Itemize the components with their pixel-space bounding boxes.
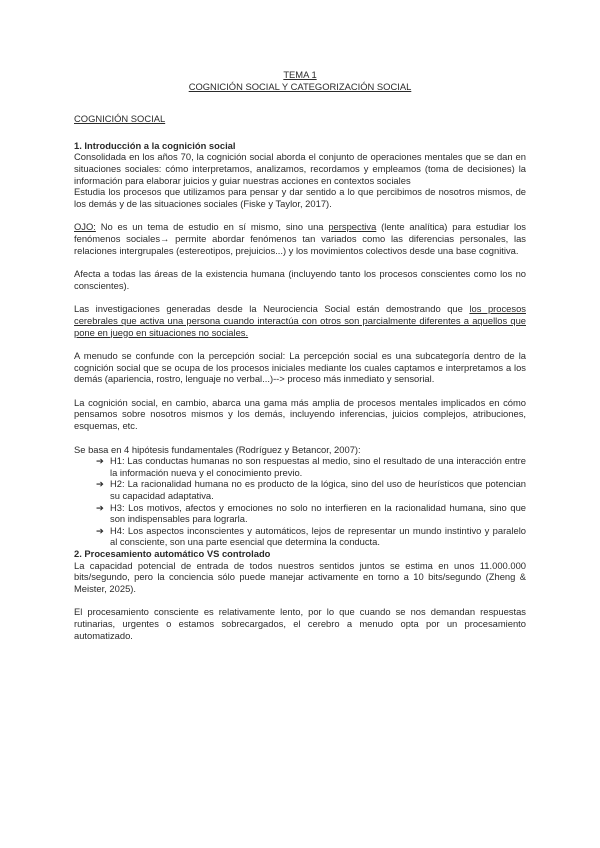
- arrow-icon: ➔: [96, 478, 104, 490]
- ojo-text-a: No es un tema de estudio en sí mismo, sino una: [95, 221, 329, 233]
- section-1-heading: 1. Introducción a la cognición social: [74, 139, 236, 151]
- neuro-underlined-text: los procesos cerebrales que activa una persona cuando interactúa con otros son parcialmente diferentes a aquellos que pone en juego en situaciones no sociales.: [74, 303, 526, 338]
- hypothesis-item: [98, 478, 526, 501]
- arrow-icon: ➔: [96, 501, 104, 513]
- afecta-paragraph: Afecta a todas las áreas de la existencia humana (incluyendo tanto los procesos conscientes como los no conscientes).: [74, 268, 526, 291]
- perspectiva-link: perspectiva: [328, 221, 377, 233]
- hypothesis-text: H1: Las conductas humanas no son respuestas al medio, sino el resultado de una interacción entre la información nueva y el conocimiento previo.: [110, 455, 526, 478]
- hypothesis-text: H2: La racionalidad humana no es producto de la lógica, sino del uso de heurísticos que potencian su capacidad adaptativa.: [110, 478, 526, 502]
- section-title: COGNICIÓN SOCIAL: [74, 113, 166, 125]
- ojo-paragraph: [74, 221, 526, 256]
- hypothesis-text: H4: Los aspectos inconscientes y automáticos, lejos de representar un mundo instintivo y paralelo al consciente, son una parte esencial que determina la conducta.: [110, 524, 526, 548]
- neuro-paragraph: [74, 303, 526, 338]
- hipotesis-intro: Se basa en 4 hipótesis fundamentales (Rodríguez y Betancor, 2007):: [74, 443, 361, 455]
- intro-paragraph-1: Consolidada en los años 70, la cognición social aborda el conjunto de operaciones mentales que se dan en situaciones sociales: cómo interpretamos, analizamos, recordamos y empleamos (toma de decisiones) la información para elaborar juicios y guiar nuestras acciones en contextos sociales: [74, 151, 526, 186]
- section-2-heading: 2. Procesamiento automático VS controlado: [74, 548, 271, 559]
- hypotheses-list: [74, 455, 526, 548]
- procesamiento-paragraph-2: El procesamiento consciente es relativamente lento, por lo que cuando se nos demandan respuestas rutinarias, urgentes o estamos sobrecargados, el cerebro a menudo opta por un procesamiento automatizado.: [74, 606, 526, 641]
- neuro-text: Las investigaciones generadas desde la Neurociencia Social están demostrando que: [74, 303, 470, 315]
- document-body: [74, 69, 526, 641]
- ojo-text-b: (lente analítica) para estudiar los fenómenos sociales→ permite abordar fenómenos tan variados como las diferencias personales, las relaciones intergrupales (estereotipos, prejuicios...) y los movimientos colectivos desde una base cognitiva.: [74, 221, 526, 256]
- hypothesis-item: [98, 502, 526, 525]
- abarca-paragraph: La cognición social, en cambio, abarca una gama más amplia de procesos mentales implicados en cómo pensamos sobre nosotros mismos y los demás, incluyendo inferencias, juicios complejos, atribuciones, esquemas, etc.: [74, 396, 526, 432]
- percepcion-paragraph: A menudo se confunde con la percepción social: La percepción social es una subcategoría dentro de la cognición social que se ocupa de los procesos iniciales mediante los cuales captamos e interpretamos a los demás (apariencia, rostro, lenguaje no verbal...)--> proceso más inmediato y sensorial.: [74, 350, 526, 385]
- intro-paragraph-2: Estudia los procesos que utilizamos para pensar y dar sentido a lo que percibimos de nosotros mismos, de los demás y de las situaciones sociales (Fiske y Taylor, 2017).: [74, 186, 526, 209]
- arrow-icon: ➔: [96, 524, 104, 536]
- document-subtitle: COGNICIÓN SOCIAL Y CATEGORIZACIÓN SOCIAL: [188, 80, 412, 92]
- tema-label: TEMA 1: [283, 69, 317, 80]
- hypothesis-item: [98, 455, 526, 478]
- hypothesis-text: H3: Los motivos, afectos y emociones no solo no interfieren en la racionalidad humana, sino que son indispensables para lograrla.: [110, 501, 526, 525]
- arrow-icon: ➔: [96, 455, 104, 467]
- ojo-label: OJO:: [74, 221, 96, 233]
- hypothesis-item: [98, 525, 526, 548]
- procesamiento-paragraph-1: La capacidad potencial de entrada de todos nuestros sentidos juntos se estima en unos 11.000.000 bits/segundo, pero la conciencia sólo puede manejar activamente en torno a 10 bits/segundo (Zheng & Meister, 2025).: [74, 559, 526, 594]
